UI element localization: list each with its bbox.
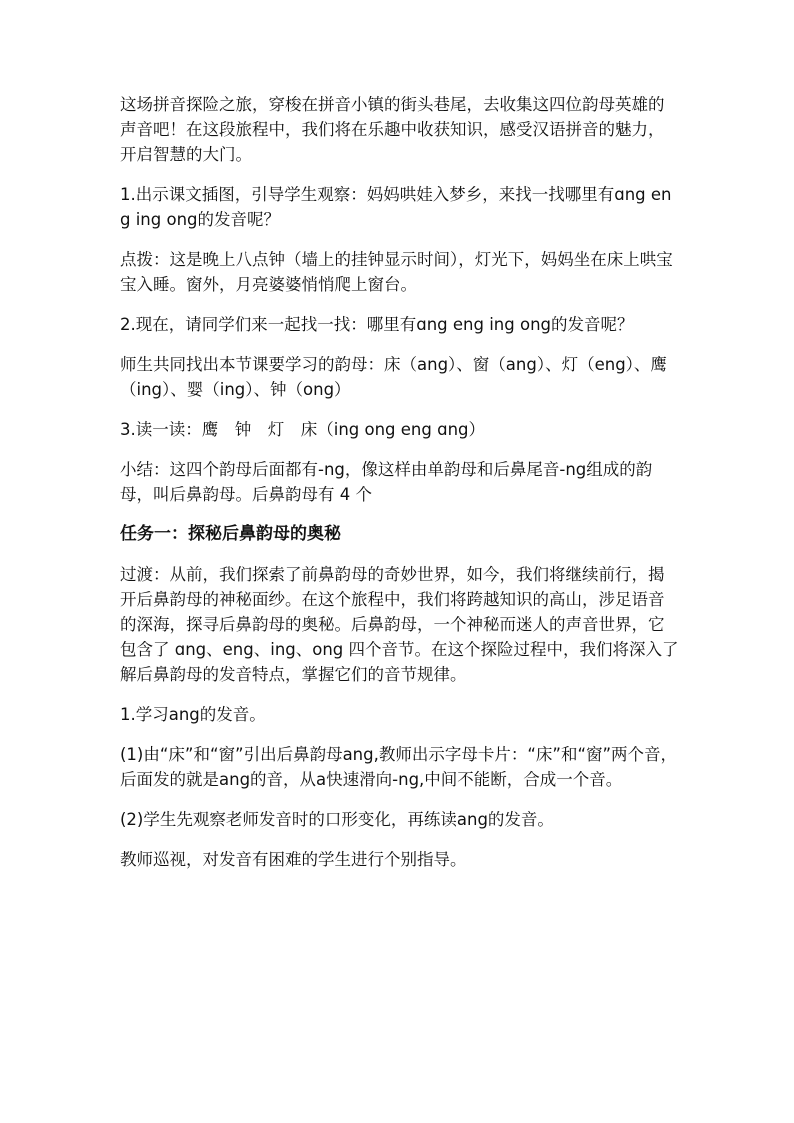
transition-paragraph: 过渡：从前，我们探索了前鼻韵母的奇妙世界，如今，我们将继续前行，揭开后鼻韵母的神秘面纱。在这个旅程中，我们将跨越知识的高山，涉足语音的深海，探寻后鼻韵母的奥秘。后鼻韵母，一个神秘而迷人的声音世界，它包含了 ɑng、eng、ing、ong 四个音节。在这个探险过程中，我们将深入了解后鼻韵母的发音特点，掌握它们的音节规律。 — [120, 565, 679, 684]
teacher-guidance-paragraph: 教师巡视，对发音有困难的学生进行个别指导。 — [120, 850, 467, 869]
step-2-paragraph: 2.现在，请同学们来一起找一找：哪里有ɑng eng ing ong的发音呢？ — [120, 315, 634, 334]
finals-list-paragraph: 师生共同找出本节课要学习的韵母：床（ang）、窗（ang）、灯（eng）、鹰（ing）、婴（ing）、钟（ong） — [120, 355, 667, 399]
substep-1-paragraph: (1)由“床”和“窗”引出后鼻韵母ang,教师出示字母卡片：“床”和“窗”两个音，后面发的就是ang的音，从a快速滑向-ng,中间不能断，合成一个音。 — [120, 745, 678, 789]
summary-paragraph: 小结：这四个韵母后面都有-ng，像这样由单韵母和后鼻尾音-ng组成的韵母，叫后鼻韵母。后鼻韵母有 4 个 — [120, 460, 653, 504]
learn-ang-paragraph: 1.学习ang的发音。 — [120, 705, 266, 724]
step-1-paragraph: 1.出示课文插图，引导学生观察：妈妈哄娃入梦乡，来找一找哪里有ɑng eng ing ong的发音呢？ — [120, 185, 672, 229]
step-3-paragraph: 3.读一读：鹰 钟 灯 床（ing ong eng ɑng） — [120, 420, 486, 439]
section-heading: 任务一：探秘后鼻韵母的奥秘 — [120, 524, 341, 544]
substep-2-paragraph: (2)学生先观察老师发音时的口形变化，再练读ang的发音。 — [120, 810, 554, 829]
intro-paragraph: 这场拼音探险之旅，穿梭在拼音小镇的街头巷尾，去收集这四位韵母英雄的声音吧！在这段旅程中，我们将在乐趣中收获知识，感受汉语拼音的魅力，开启智慧的大门。 — [120, 95, 665, 164]
document-body — [120, 92, 680, 887]
hint-paragraph: 点拨：这是晚上八点钟（墙上的挂钟显示时间），灯光下，妈妈坐在床上哄宝宝入睡。窗外，月亮婆婆悄悄爬上窗台。 — [120, 250, 673, 294]
